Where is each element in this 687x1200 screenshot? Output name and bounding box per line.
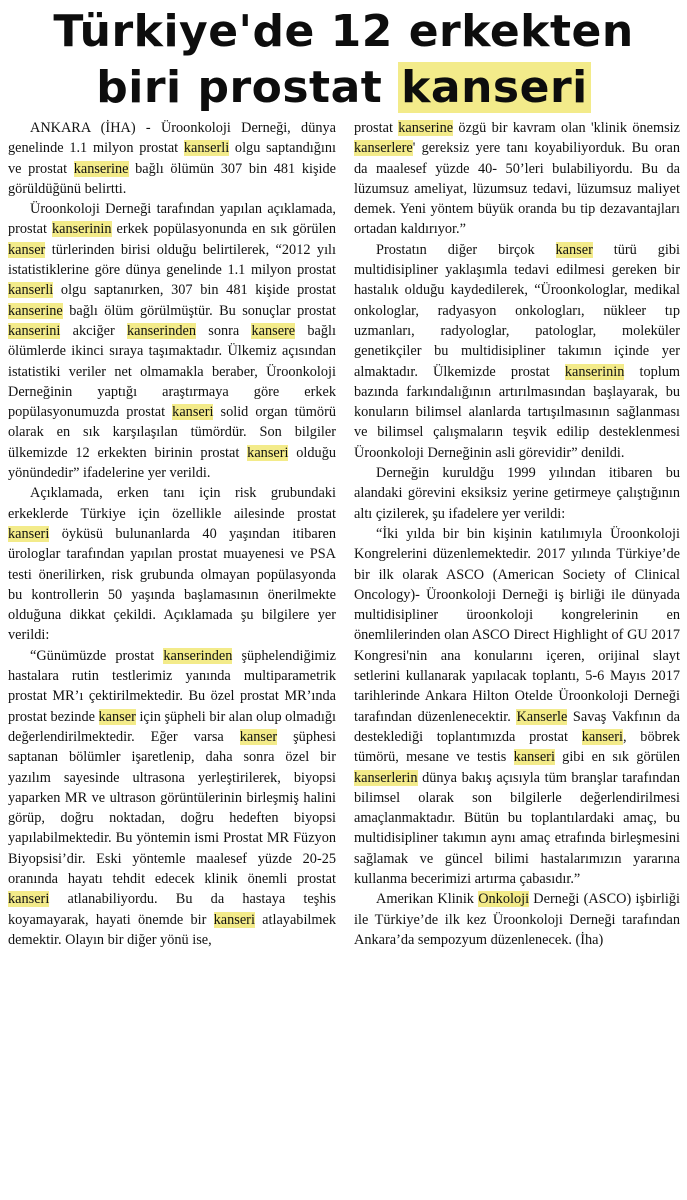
paragraph-text: olgu saptandığını ve prostat bbox=[8, 140, 336, 177]
right-column bbox=[354, 118, 680, 950]
highlighted-keyword: kanseri bbox=[247, 444, 289, 461]
headline-line-1: Türkiye'de 12 erkekten bbox=[53, 6, 634, 57]
paragraph-text: Amerikan Klinik bbox=[376, 891, 479, 908]
highlighted-keyword: kanserine bbox=[398, 120, 454, 136]
paragraph-text: Derneği (ASCO) işbirliği ile Türkiye’de ilk kez Üroonkoloji Derneği tarafından Ankara’da sempozyum düzenlenecek. (İha) bbox=[354, 891, 680, 948]
article-paragraph bbox=[354, 240, 680, 463]
highlighted-keyword: kanseri bbox=[213, 911, 255, 928]
paragraph-text: türü gibi multidisipliner yaklaşımla tedavi edilmesi gereken bir hastalık olduğu kaydedilerek, “Üroonkologlar, medikal onkologlar, radyasyon onkologları, nükleer tıp uzmanları, radyologlar, patologlar, moleküler genetikçiler bu multidisipliner takımın içinde yer almaktadır. Ülkemizde prostat bbox=[354, 241, 680, 380]
highlighted-keyword: kanserinin bbox=[564, 363, 625, 380]
article-paragraph bbox=[8, 483, 336, 645]
paragraph-text: öyküsü bulunanlarda 40 yaşından itibaren ürologlar tarafından yapılan prostat muayenesi ve PSA testi önerilirken, risk grubunda olmayan popülasyonda bu kontrollerin 50 yaşında başlamasının önerilmekte olduğuna dikkat çekildi. Açıklamada şu bilgilere yer verildi: bbox=[8, 525, 336, 644]
highlighted-keyword: kanserinden bbox=[126, 322, 197, 339]
paragraph-text: , böbrek tümörü, mesane ve testis bbox=[354, 728, 680, 766]
paragraph-text: özgü bir kavram olan 'klinik önemsiz bbox=[453, 120, 680, 136]
highlighted-keyword: kanserlerin bbox=[354, 769, 418, 786]
paragraph-text: ' gereksiz yere tanı koyabiliyorduk. Bu oran da maalesef yüzde 40- 50’leri bulabiliyordu. Bu da lüzumsuz ameliyat, lüzumsuz tedavi, lüzumsuz maliyet demek. Yeni yöntem büyük oranda bu tip dezavantajları ortadan kaldırıyor.” bbox=[354, 140, 680, 238]
article-paragraph bbox=[354, 524, 680, 889]
paragraph-text: şüphelendiğimiz hastalara rutin testlerimiz yanında multiparametrik prostat MR’ı çektirilmektedir. Bu özel prostat MR’ında prostat bezinde bbox=[8, 647, 336, 725]
highlighted-keyword: kanserlere bbox=[354, 140, 413, 157]
paragraph-text: “Günümüzde prostat bbox=[30, 647, 164, 664]
paragraph-text: olduğu yönündedir” ifadelerine yer verildi. bbox=[8, 444, 336, 482]
highlighted-keyword: kanseri bbox=[8, 891, 50, 908]
highlighted-keyword: kanserli bbox=[8, 282, 54, 299]
highlighted-keyword: Onkoloji bbox=[478, 891, 530, 908]
paragraph-text: sonra bbox=[196, 322, 252, 339]
paragraph-text: atlanabiliyordu. Bu da hastaya teşhis koyamayarak, hayati önemde bir bbox=[8, 891, 336, 928]
headline-highlight: kanseri bbox=[398, 62, 591, 113]
paragraph-text: erkek popülasyonunda en sık görülen bbox=[111, 221, 336, 238]
paragraph-text: “İki yılda bir bin kişinin katılımıyla Üroonkoloji Kongrelerini düzenlemektedir. 2017 yılında Türkiye’de bir ilk olarak ASCO (American Society of Clinical Oncology)- Üroonkoloji Derneği iş birliği ile dünyada multidisipliner üroonkoloji kongrelerinin en önemlilerinden olan ASCO Direct Highlight of GU 2017 Kongresi'nin ana konularını içeren, orijinal slayt setlerini kullanarak yapılacak toplantı, 5-6 Mayıs 2017 tarihlerinde Ankara Hilton Otelde Üroonkoloji Derneği tarafından düzenlenecektir. bbox=[354, 525, 680, 725]
paragraph-text: dünya bakış açısıyla tüm branşlar tarafından bilimsel olarak son bilgilerle değerlendirilmesi amaçlanmaktadır. Bütün bu toplantılardaki amaç, bu multidisipliner takımın aynı amaç etrafında birleşmesini sağlamak ve güncel bilimi hastalarımızın yararına kullanma becerimizi artırma çabasıdır.” bbox=[354, 769, 680, 887]
article-paragraph bbox=[8, 199, 336, 483]
paragraph-text: solid organ tümörü olarak en sık karşılaşılan tümördür. Son bilgiler ülkemizde 12 erkekten birinin prostat bbox=[8, 404, 336, 461]
paragraph-text: Savaş Vakfının da desteklediği toplantımızda prostat bbox=[354, 708, 680, 745]
article-paragraph bbox=[8, 118, 336, 199]
highlighted-keyword: kanseri bbox=[8, 525, 50, 542]
paragraph-text: prostat bbox=[354, 120, 399, 136]
paragraph-text: ANKARA (İHA) - Üroonkoloji Derneği, dünya genelinde 1.1 milyon prostat bbox=[8, 120, 336, 157]
highlighted-keyword: kanser bbox=[239, 728, 278, 745]
highlighted-keyword: kanserine bbox=[73, 160, 129, 177]
headline bbox=[0, 4, 687, 116]
paragraph-text: Açıklamada, erken tanı için risk grubundaki erkeklerde Türkiye için özellikle ailesinde prostat bbox=[8, 485, 336, 522]
highlighted-keyword: kanserini bbox=[8, 322, 61, 339]
highlighted-keyword: kanser bbox=[98, 708, 136, 725]
highlighted-keyword: kanserinin bbox=[51, 221, 112, 238]
paragraph-text: olgu saptanırken, 307 bin 481 kişide prostat bbox=[53, 282, 336, 299]
headline-line-2-text: biri prostat bbox=[96, 62, 399, 113]
paragraph-text: gibi en sık görülen bbox=[554, 749, 680, 766]
highlighted-keyword: kansere bbox=[251, 322, 296, 339]
paragraph-text: bağlı ölümün 307 bin 481 kişide görüldüğünü belirtti. bbox=[8, 160, 336, 197]
highlighted-keyword: kanser bbox=[555, 241, 593, 258]
highlighted-keyword: kanseri bbox=[581, 728, 624, 745]
paragraph-text: akciğer bbox=[60, 322, 127, 339]
article-paragraph bbox=[354, 463, 680, 524]
paragraph-text: Derneğin kuruldğu 1999 yılından itibaren bu alandaki görevini eksiksiz yerine getirmeye çalıştığının altı çizilerek, şu ifadelere yer verildi: bbox=[354, 465, 680, 522]
highlighted-keyword: kanserli bbox=[183, 140, 230, 157]
paragraph-text: Prostatın diğer birçok bbox=[376, 241, 556, 258]
highlighted-keyword: kanserine bbox=[8, 302, 63, 319]
highlighted-keyword: kanseri bbox=[172, 404, 214, 421]
paragraph-text: için şüpheli bir alan olup olmadığı değerlendirilmektedir. Eğer varsa bbox=[8, 708, 337, 745]
paragraph-text: toplum bazında farkındalığının artırılmasından başlayarak, bu konuların bilimsel alanlarda tartışılmasının sağlanması ve bilimsel çalışmaların teşvik edilip desteklenmesi Üroonkoloji Derneğinin asli görevidir” denildi. bbox=[354, 363, 680, 461]
paragraph-text: bağlı ölüm görülmüştür. Bu sonuçlar prostat bbox=[62, 302, 336, 319]
highlighted-keyword: kanseri bbox=[513, 749, 555, 766]
article-paragraph bbox=[8, 646, 336, 950]
left-column bbox=[8, 118, 336, 950]
paragraph-text: türlerinden birisi olduğu belirtilerek, “2012 yılı istatistiklerine göre dünya genelinde 1.1 milyon prostat bbox=[8, 241, 336, 279]
paragraph-text: bağlı ölümlerde ikinci sıraya taşımaktadır. Ülkemiz açısından istatistiki veriler net olmamakla beraber, Üroonkoloji Derneğinin yaptığı araştırmaya göre erkek popülasyonumuzda prostat bbox=[8, 322, 336, 421]
paragraph-text: şüphesi saptanan bölümler işaretlenip, daha sonra özel bir yazılım sayesinde ultrasona yerleştirilerek, biyopsi yaparken MR ve ultrason görüntülerinin birleşmiş halini görüp, doğru noktadan, doğru hedeften biyopsi yapılabilmektedir. Bu yöntemin ismi Prostat MR Füzyon Biyopsisi’dir. Eski yöntemle maalesef yüzde 20-25 oranında hayatı tehdit edecek klinik önemli prostat bbox=[8, 728, 336, 887]
highlighted-keyword: Kanserle bbox=[516, 708, 568, 725]
article-paragraph bbox=[354, 889, 680, 950]
headline-line-2 bbox=[0, 60, 687, 116]
paragraph-text: atlayabilmek demektir. Olayın bir diğer yönü ise, bbox=[8, 911, 336, 948]
highlighted-keyword: kanserinden bbox=[163, 647, 233, 664]
article-paragraph bbox=[354, 118, 680, 240]
highlighted-keyword: kanser bbox=[8, 241, 46, 258]
paragraph-text: Üroonkoloji Derneği tarafından yapılan açıklamada, prostat bbox=[8, 201, 336, 238]
